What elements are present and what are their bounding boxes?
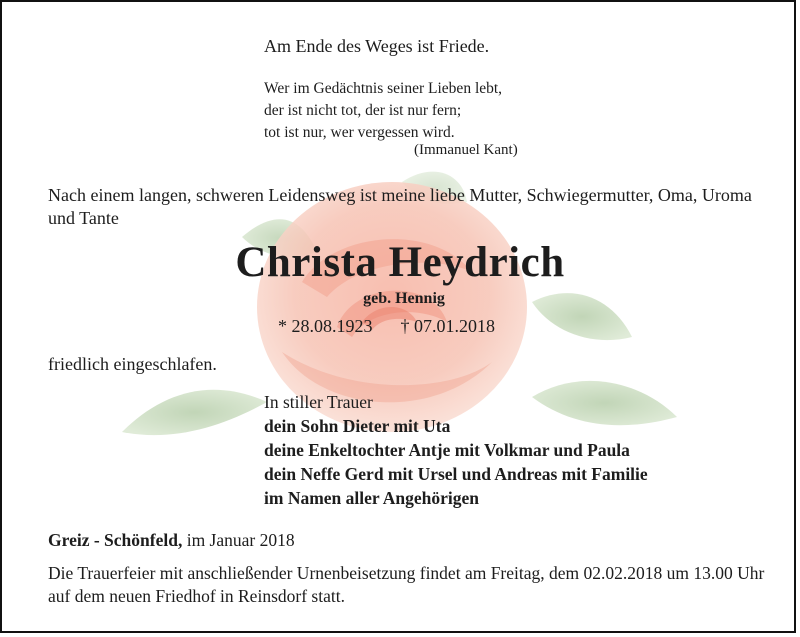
passed-text: friedlich eingeschlafen. xyxy=(48,354,217,374)
mourner-line: dein Neffe Gerd mit Ursel und Andreas mit Familie xyxy=(264,464,648,484)
poem-line: Wer im Gedächtnis seiner Lieben lebt, xyxy=(264,80,503,97)
death-date: † 07.01.2018 xyxy=(400,316,495,336)
place: Greiz - Schönfeld, xyxy=(48,530,183,550)
mourners xyxy=(264,390,648,510)
mourner-line: deine Enkeltochter Antje mit Volkmar und Paula xyxy=(264,440,630,460)
mourner-line: dein Sohn Dieter mit Uta xyxy=(264,416,451,436)
birth-date: * 28.08.1923 xyxy=(278,316,373,336)
poem-line: tot ist nur, wer vergessen wird. xyxy=(264,124,455,141)
intro-text: Nach einem langen, schweren Leidensweg ist meine liebe Mutter, Schwiegermutter, Oma, Uroma und Tante xyxy=(48,185,752,228)
notice-date: im Januar 2018 xyxy=(182,530,295,550)
mourner-line: im Namen aller Angehörigen xyxy=(264,488,480,508)
place-date xyxy=(48,530,295,551)
mourners-heading: In stiller Trauer xyxy=(264,392,373,412)
poem-line: der ist nicht tot, der ist nur fern; xyxy=(264,102,462,119)
service-info: Die Trauerfeier mit anschließender Urnenbeisetzung findet am Freitag, dem 02.02.2018 um 13.00 Uhr auf dem neuen Friedhof in Reinsdorf statt. xyxy=(48,563,765,606)
born-name: geb. Hennig xyxy=(363,290,445,307)
motto: Am Ende des Weges ist Friede. xyxy=(264,36,490,56)
poem-author: (Immanuel Kant) xyxy=(414,142,518,158)
life-dates xyxy=(278,316,495,337)
deceased-name: Christa Heydrich xyxy=(235,239,565,286)
poem xyxy=(264,78,502,144)
